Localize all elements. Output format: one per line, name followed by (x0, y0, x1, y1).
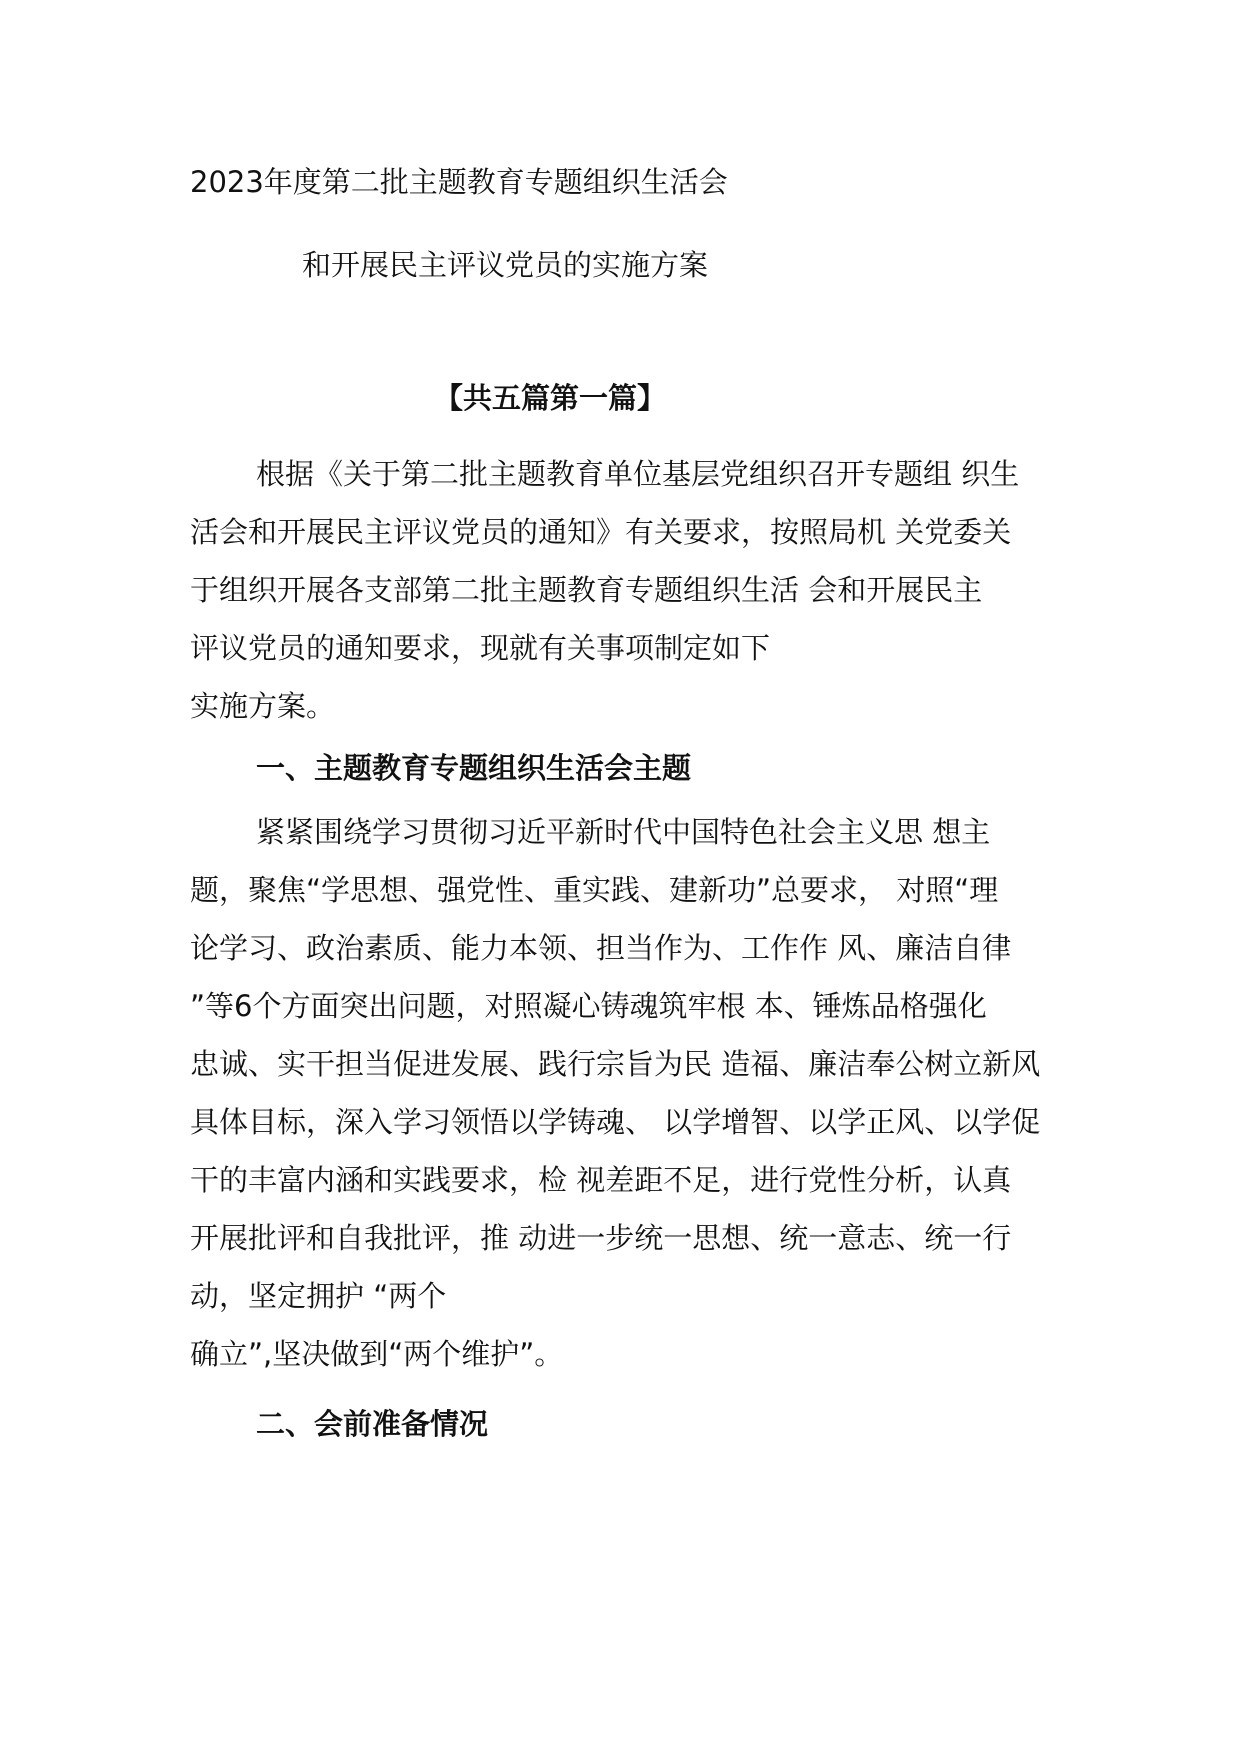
section-1-line: 干的丰富内涵和实践要求，检 视差距不足，进行党性分析，认真 (190, 1163, 1012, 1197)
section-1-line: 动，坚定拥护 “两个 (190, 1279, 447, 1313)
intro-line: 活会和开展民主评议党员的通知》有关要求，按照局机 关党委关 (190, 515, 1012, 549)
section-1-line: 开展批评和自我批评，推 动进一步统一思想、统一意志、统一行 (190, 1221, 1012, 1255)
intro-line: 评议党员的通知要求，现就有关事项制定如下 (190, 631, 771, 665)
document-subtitle: 【共五篇第一篇】 (434, 381, 667, 415)
section-1-line: 具体目标，深入学习领悟以学铸魂、 以学增智、以学正风、以学促 (190, 1105, 1041, 1139)
intro-line: 根据《关于第二批主题教育单位基层党组织召开专题组 织生 (256, 457, 1020, 491)
intro-line: 于组织开展各支部第二批主题教育专题组织生活 会和开展民主 (190, 573, 983, 607)
section-1-line: ”等6个方面突出问题，对照凝心铸魂筑牢根 本、锤炼品格强化 (190, 989, 987, 1023)
section-1-line: 紧紧围绕学习贯彻习近平新时代中国特色社会主义思 想主 (256, 815, 991, 849)
document-title-line-1: 2023年度第二批主题教育专题组织生活会 (190, 165, 728, 199)
section-1-heading: 一、主题教育专题组织生活会主题 (256, 751, 692, 785)
section-1-line: 确立”,坚决做到“两个维护”。 (190, 1337, 564, 1371)
document-title-line-2: 和开展民主评议党员的实施方案 (302, 248, 709, 282)
section-1-line: 论学习、政治素质、能力本领、担当作为、工作作 风、廉洁自律 (190, 931, 1012, 965)
section-2-heading: 二、会前准备情况 (256, 1407, 489, 1441)
intro-line: 实施方案。 (190, 689, 336, 723)
section-1-line: 题，聚焦“学思想、强党性、重实践、建新功”总要求， 对照“理 (190, 873, 999, 907)
section-1-line: 忠诚、实干担当促进发展、践行宗旨为民 造福、廉洁奉公树立新风 (190, 1047, 1041, 1081)
